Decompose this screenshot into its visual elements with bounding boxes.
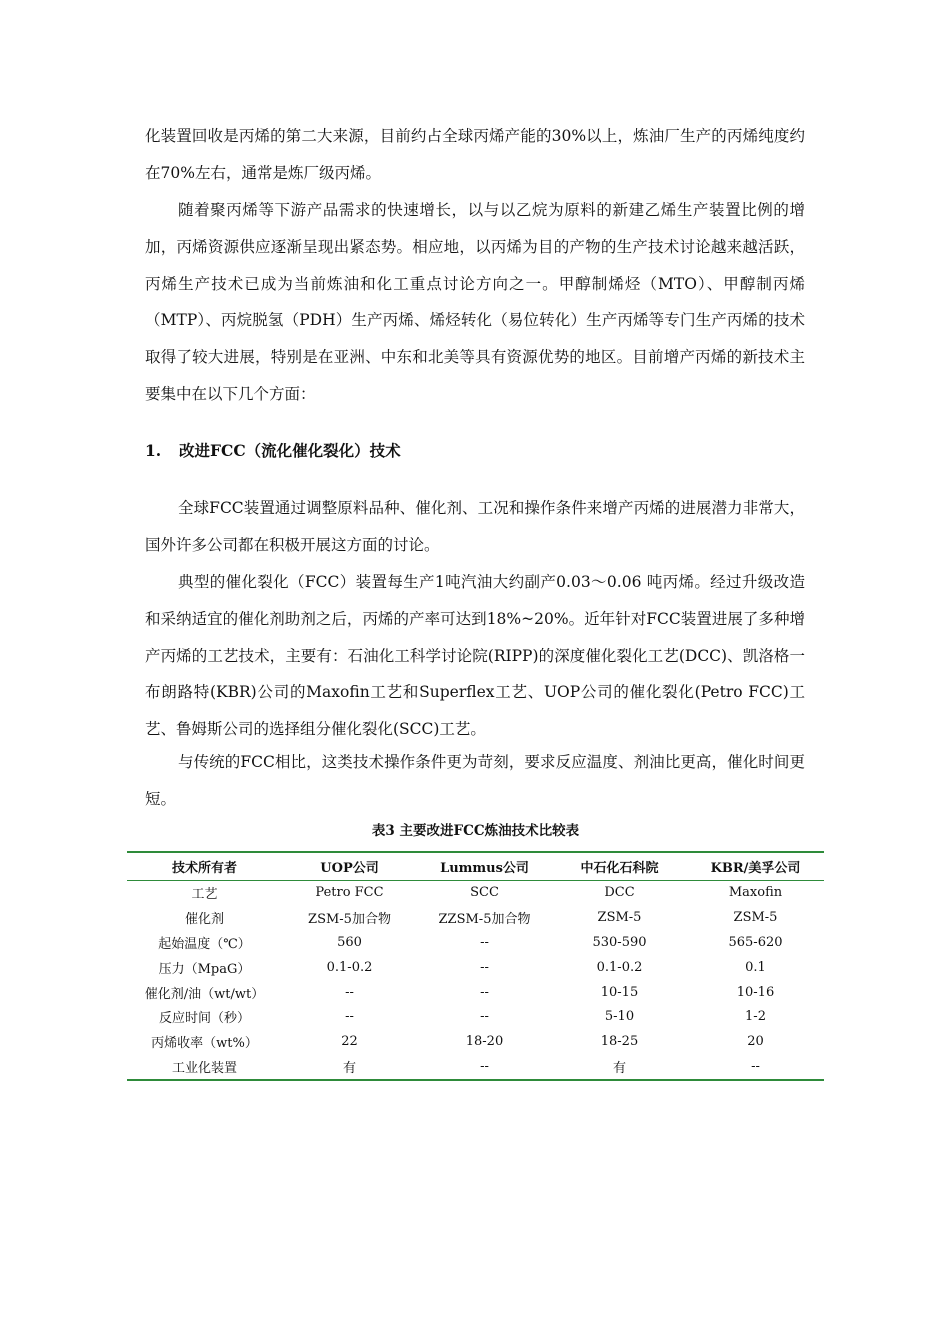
table-cell: Maxofin <box>728 885 783 901</box>
table-cell: 0.1 <box>745 959 766 975</box>
table-cell: 565-620 <box>728 934 783 950</box>
table-cell: 丙烯收率（wt%） <box>151 1036 258 1052</box>
header-cell: 技术所有者 <box>127 852 282 880</box>
table-cell: ZSM-5 <box>733 910 778 926</box>
table-cell: -- <box>345 1009 354 1025</box>
table-cell: 压力（MpaG） <box>158 961 251 977</box>
table-cell: DCC <box>604 885 635 901</box>
table-cell: 5-10 <box>604 1009 635 1025</box>
header-cell: Lummus公司 <box>417 852 552 880</box>
table-cell: 22 <box>341 1034 358 1050</box>
table-cell: 20 <box>747 1034 764 1050</box>
section-number: 1. <box>145 441 162 460</box>
section-title: 改进FCC（流化催化裂化）技术 <box>179 441 401 460</box>
table-cell: 工业化装置 <box>127 1054 282 1080</box>
table-cell: 起始温度（℃） <box>158 936 251 952</box>
table-cell: -- <box>480 934 489 950</box>
table-row <box>127 980 824 1005</box>
paragraph-2: 随着聚丙烯等下游产品需求的快速增长，以与以乙烷为原料的新建乙烯生产装置比例的增加，丙烯资源供应逐渐呈现出紧态势。相应地，以丙烯为目的产物的生产技术讨论越来越活跃，丙烯生产技术已成为当前炼油和化工重点讨论方向之一。甲醇制烯烃（MTO）、甲醇制丙烯（MTP）、丙烷脱氢（PDH）生产丙烯、烯烃转化（易位转化）生产丙烯等专门生产丙烯的技术取得了较大进展，特别是在亚洲、中东和北美等具有资源优势的地区。目前增产丙烯的新技术主要集中在以下几个方面： <box>145 201 805 403</box>
table-row <box>127 880 824 905</box>
table-cell: -- <box>480 1009 489 1025</box>
table-cell: SCC <box>470 885 499 901</box>
table-cell: -- <box>417 1054 552 1080</box>
table-cell: 0.1-0.2 <box>596 959 643 975</box>
table-row <box>127 1029 824 1054</box>
header-cell: 中石化石科院 <box>552 852 687 880</box>
table-row <box>127 1004 824 1029</box>
table-cell: -- <box>480 984 489 1000</box>
table-header-row <box>127 852 824 880</box>
table-cell: Petro FCC <box>315 885 384 901</box>
table-cell: 反应时间（秒） <box>158 1011 250 1027</box>
table-cell: 530-590 <box>592 934 647 950</box>
table-cell: ZSM-5 <box>597 910 642 926</box>
table-row <box>127 955 824 980</box>
table-cell: 560 <box>337 934 362 950</box>
table-row <box>127 1054 824 1080</box>
table-cell: 10-15 <box>600 984 639 1000</box>
header-cell: KBR/美孚公司 <box>687 852 824 880</box>
paragraph-4: 典型的催化裂化（FCC）装置每生产1吨汽油大约副产0.03～0.06 吨丙烯。经过升级改造和采纳适宜的催化剂助剂之后，丙烯的产率可达到18%~20%。近年针对FCC装置进展了多种增产丙烯的工艺技术，主要有：石油化工科学讨论院(RIPP)的深度催化裂化工艺(DCC)、凯洛格一布朗路特(KBR)公司的Maxofin工艺和Superflex工艺、UOP公司的催化裂化(Petro FCC)工艺、鲁姆斯公司的选择组分催化裂化(SCC)工艺。 <box>145 573 805 739</box>
table-cell: -- <box>687 1054 824 1080</box>
table-cell: 18-20 <box>465 1034 504 1050</box>
table-cell: 0.1-0.2 <box>326 959 373 975</box>
paragraph-5: 与传统的FCC相比，这类技术操作条件更为苛刻，要求反应温度、剂油比更高，催化时间更短。 <box>145 753 805 808</box>
table-cell: 10-16 <box>736 984 775 1000</box>
table-cell: ZSM-5加合物 <box>308 912 391 928</box>
table-cell: -- <box>345 984 354 1000</box>
table-cell: 有 <box>282 1054 417 1080</box>
table-caption: 表3 主要改进FCC炼油技术比较表 <box>371 823 580 839</box>
table-row <box>127 930 824 955</box>
paragraph-1: 化装置回收是丙烯的第二大来源，目前约占全球丙烯产能的30%以上，炼油厂生产的丙烯纯度约在70%左右，通常是炼厂级丙烯。 <box>145 127 805 182</box>
table-cell: 催化剂/油（wt/wt） <box>144 986 265 1002</box>
paragraph-3: 全球FCC装置通过调整原料品种、催化剂、工况和操作条件来增产丙烯的进展潜力非常大，国外许多公司都在积极开展这方面的讨论。 <box>145 499 805 554</box>
table-cell: 18-25 <box>600 1034 639 1050</box>
table-cell: 有 <box>552 1054 687 1080</box>
table-cell: 工艺 <box>191 887 218 903</box>
table-cell: 1-2 <box>745 1009 766 1025</box>
table-row <box>127 905 824 930</box>
table-cell: -- <box>480 959 489 975</box>
header-cell: UOP公司 <box>282 852 417 880</box>
comparison-table <box>127 851 824 1081</box>
section-heading <box>145 436 805 466</box>
table-cell: ZZSM-5加合物 <box>438 912 531 928</box>
table-cell: 催化剂 <box>184 912 224 928</box>
